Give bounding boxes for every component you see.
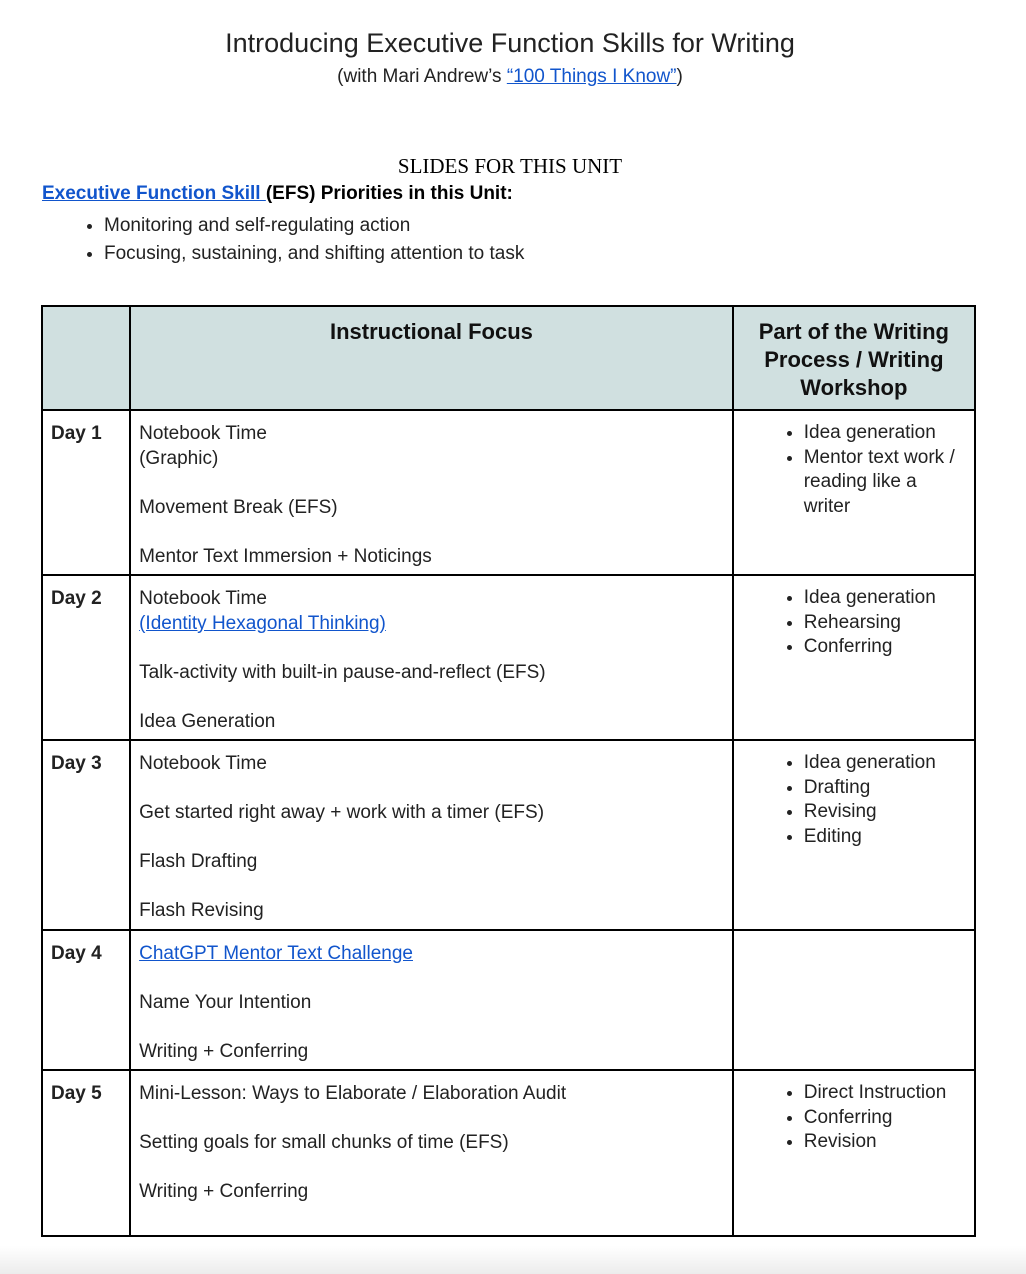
focus-item: Mentor Text Immersion + Noticings: [139, 546, 432, 567]
list-item: • Idea generation: [804, 751, 968, 776]
list-item: • Focusing, sustaining, and shifting attention to task: [104, 240, 524, 268]
table-row: [42, 740, 975, 930]
subtitle-suffix: ): [676, 66, 683, 87]
day-column-header: [42, 306, 130, 410]
focus-item: Idea Generation: [139, 711, 276, 732]
focus-item: Flash Revising: [139, 900, 264, 921]
process-list: [734, 1071, 974, 1155]
chatgpt-mentor-text-challenge-link[interactable]: ChatGPT Mentor Text Challenge: [139, 943, 413, 964]
focus-item: Talk-activity with built-in pause-and-reflect (EFS): [139, 662, 546, 683]
list-item: • Conferring: [804, 1106, 968, 1131]
focus-item: Movement Break (EFS): [139, 497, 338, 518]
day-label: Day 2: [51, 588, 102, 609]
focus-item: (Graphic): [139, 448, 219, 469]
process-list: [734, 576, 974, 660]
subtitle-prefix: (with Mari Andrew’s: [337, 66, 507, 87]
identity-hexagonal-thinking-link[interactable]: (Identity Hexagonal Thinking): [139, 613, 386, 634]
priorities-heading-text: (EFS) Priorities in this Unit:: [265, 183, 513, 204]
list-item: • Editing: [804, 825, 968, 850]
day-label: Day 3: [51, 753, 102, 774]
focus-item: Writing + Conferring: [139, 1041, 309, 1062]
slides-heading: SLIDES FOR THIS UNIT: [397, 154, 623, 178]
day-label: Day 5: [51, 1083, 102, 1104]
writing-process-header: Part of the Writing Process / Writing Workshop: [733, 306, 975, 410]
hundred-things-link[interactable]: “100 Things I Know”: [506, 66, 677, 87]
focus-item: Notebook Time: [139, 753, 267, 774]
focus-item: Notebook Time: [139, 588, 267, 609]
table-row: [42, 575, 975, 740]
document-title: Introducing Executive Function Skills for Writing: [225, 28, 795, 58]
list-item: • Idea generation: [804, 421, 968, 446]
page-bottom-shadow: [0, 1246, 1026, 1274]
focus-item: Mini-Lesson: Ways to Elaborate / Elaboration Audit: [139, 1083, 567, 1104]
focus-item: Name Your Intention: [139, 992, 312, 1013]
list-item: • Revising: [804, 800, 968, 825]
unit-plan-table: [41, 305, 976, 1237]
day-label: Day 4: [51, 943, 102, 964]
document-subtitle: [0, 66, 1020, 88]
list-item: • Idea generation: [804, 586, 968, 611]
table-row: [42, 930, 975, 1070]
process-list: [734, 741, 974, 849]
focus-item: Notebook Time: [139, 423, 267, 444]
focus-item: Writing + Conferring: [139, 1181, 309, 1202]
list-item: • Mentor text work / reading like a writer: [804, 446, 968, 520]
focus-item: Get started right away + work with a timer (EFS): [139, 802, 545, 823]
list-item: • Direct Instruction: [804, 1081, 968, 1106]
list-item: • Monitoring and self-regulating action: [104, 212, 524, 240]
priorities-list: [60, 212, 524, 268]
table-header-row: [42, 306, 975, 410]
list-item: • Rehearsing: [804, 611, 968, 636]
focus-item: Flash Drafting: [139, 851, 258, 872]
instructional-focus-header: Instructional Focus: [130, 306, 733, 410]
list-item: • Revision: [804, 1130, 968, 1155]
process-list: [734, 411, 974, 519]
list-item: • Drafting: [804, 776, 968, 801]
table-row: [42, 410, 975, 575]
table-row: [42, 1070, 975, 1236]
day-label: Day 1: [51, 423, 102, 444]
efs-priorities-heading: [42, 183, 513, 205]
list-item: • Conferring: [804, 635, 968, 660]
process-cell-empty: [733, 930, 975, 1070]
executive-function-skill-link[interactable]: Executive Function Skill: [42, 183, 266, 204]
focus-item: Setting goals for small chunks of time (EFS): [139, 1132, 509, 1153]
